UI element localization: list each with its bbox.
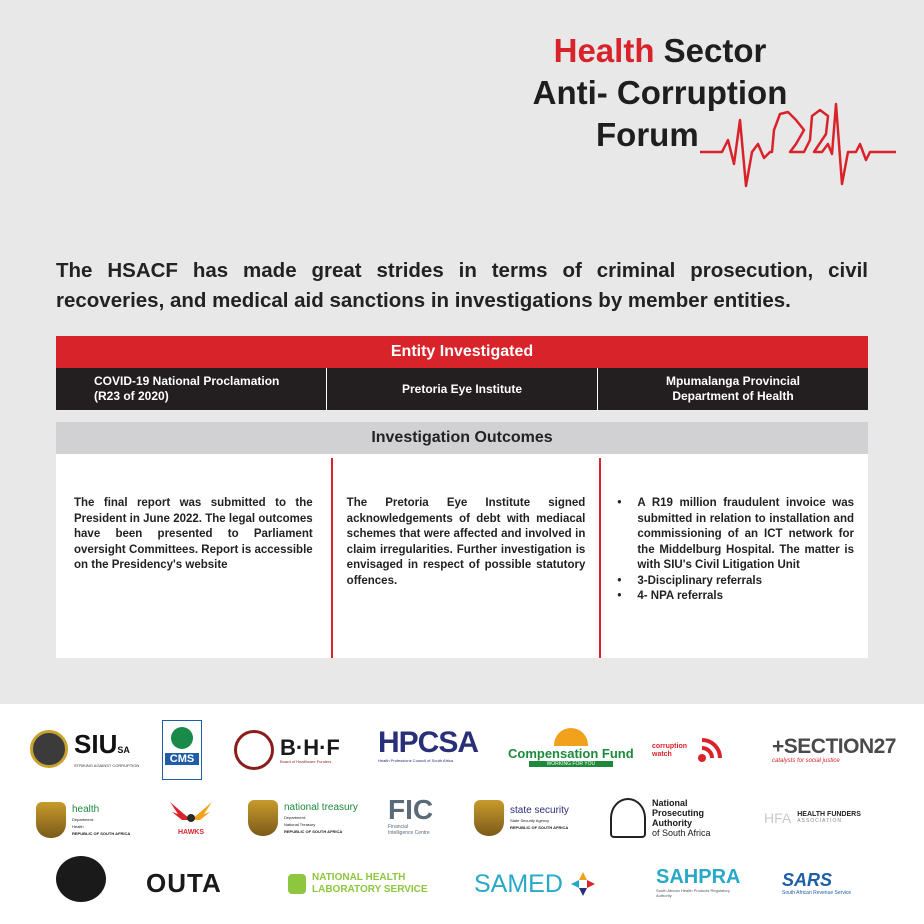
sahpra-wordmark: SAHPRA: [656, 866, 741, 888]
heartbeat-line-icon: [700, 100, 896, 192]
health-department-logo: [36, 802, 130, 838]
outcome-pretoria-eye: The Pretoria Eye Institute signed acknowledgements of debt with mediacal schemes that were affected and involved in claim irregularities. Further investigation is envisaged in respect of possible statutory offences.: [331, 458, 600, 658]
hfa-tagline: ASSOCIATION: [797, 818, 843, 824]
compensation-sun-icon: [554, 728, 588, 746]
bhf-wordmark: B·H·F: [280, 734, 340, 760]
title-line-3: Forum: [596, 116, 699, 153]
section27-logo: [772, 736, 896, 764]
hpcsa-tagline: Health Professions Council of South Africa: [378, 758, 454, 763]
siu-logo: [30, 730, 139, 768]
hfa-mark: HFA: [764, 810, 792, 826]
siu-tagline: STRIKING AGAINST CORRUPTION: [74, 762, 140, 768]
entity-row: [56, 368, 868, 410]
npa-emblem-icon: [610, 798, 646, 838]
nhls-logo: [288, 872, 428, 896]
treasury-republic: REPUBLIC OF SOUTH AFRICA: [284, 828, 343, 834]
health-republic: REPUBLIC OF SOUTH AFRICA: [72, 830, 131, 836]
list-item: • A R19 million fraudulent invoice was submitted in relation to installation and commissioning of an ICT network for the Middelburg Hospital. The matter is with SIU's Civil Litigation Unit: [615, 496, 854, 574]
title-line-2: Anti- Corruption: [532, 74, 788, 111]
bhf-tagline: Board of Healthcare Funders: [280, 758, 332, 764]
section27-wordmark: +SECTION27: [772, 735, 896, 758]
outcomes-table: [56, 336, 868, 658]
cms-logo: [162, 720, 202, 780]
npa-line-4: of South Africa: [652, 828, 711, 838]
hpcsa-wordmark: HPCSA: [378, 726, 479, 759]
title-health-word: Health: [553, 32, 655, 69]
outcome-mpumalanga-health: [599, 458, 868, 658]
fic-logo: [388, 796, 433, 836]
hfa-logo: [764, 810, 861, 826]
npa-line-1: National: [652, 798, 688, 808]
corruption-watch-wordmark: corruption watch: [652, 743, 687, 758]
title-sector-word: Sector: [654, 32, 767, 69]
entity-covid-proclamation: COVID-19 National Proclamation (R23 of 2020): [94, 374, 280, 403]
entity-investigated-header: Entity Investigated: [56, 336, 868, 368]
siu-seal-icon: [30, 730, 68, 768]
member-logos-strip: [0, 704, 924, 924]
npa-line-2: Prosecuting: [652, 808, 705, 818]
state-security-agency: State Security Agency: [510, 818, 550, 823]
siu-sa: SA: [117, 744, 130, 755]
sahpra-logo: [656, 866, 740, 898]
cms-emblem-icon: [171, 727, 193, 749]
health-wordmark: health: [72, 803, 100, 815]
fic-wordmark: FIC: [388, 794, 434, 825]
coat-of-arms-icon: [36, 802, 66, 838]
sahpra-tagline: South African Health Products Regulatory Authority: [656, 888, 730, 898]
sars-wordmark: SARS: [782, 870, 833, 890]
sars-tagline: South African Revenue Service: [782, 890, 852, 896]
list-item: • 3-Disciplinary referrals: [615, 574, 854, 590]
hawks-wordmark: HAWKS: [177, 829, 205, 836]
sars-logo: [782, 870, 851, 896]
treasury-wordmark: national treasury: [284, 801, 358, 813]
health-dept-label: Department:: [72, 816, 95, 822]
outcome-bullet-list: [615, 496, 854, 605]
nhls-figure-icon: [288, 874, 306, 894]
section27-tagline: catalysts for social justice: [772, 758, 840, 764]
investigation-outcomes-header: Investigation Outcomes: [56, 422, 868, 454]
entity-pretoria-eye: Pretoria Eye Institute: [326, 368, 598, 410]
fic-line-2: Intelligence Centre: [388, 830, 430, 836]
outcomes-row: [56, 454, 868, 658]
samed-wordmark: SAMED: [474, 870, 563, 898]
treasury-dept-label: Department:: [284, 814, 307, 820]
entity-mpumalanga-health: Mpumalanga Provincial Department of Health: [665, 374, 801, 403]
hawks-logo: [168, 798, 214, 836]
treasury-dept-name: National Treasury: [284, 821, 316, 827]
samed-logo: [474, 870, 597, 898]
hpcsa-logo: [378, 728, 478, 763]
siu-wordmark: SIU: [74, 728, 118, 759]
corruption-watch-logo: [652, 734, 726, 768]
npa-logo: [610, 798, 711, 838]
outcome-covid-proclamation: The final report was submitted to the President in June 2022. The legal outcomes have been presented to Parliament oversight Committees. Report is accessible on the Presidency's website: [74, 497, 313, 571]
national-treasury-logo: [248, 800, 358, 836]
fic-line-1: Financial: [388, 824, 409, 830]
state-security-wordmark: state security: [510, 805, 569, 816]
fist-emblem-icon: [56, 856, 106, 902]
outa-logo: [146, 870, 222, 896]
state-security-logo: [474, 800, 569, 836]
bhf-emblem-icon: [234, 730, 274, 770]
bhf-logo: [234, 730, 340, 770]
nhls-line-1: NATIONAL HEALTH: [312, 872, 406, 883]
hfa-wordmark: HEALTH FUNDERS: [797, 811, 861, 818]
coat-of-arms-icon: [474, 800, 504, 836]
action-society-logo: [56, 856, 106, 902]
samed-pinwheel-icon: [569, 870, 597, 898]
compensation-wordmark: Compensation Fund: [508, 746, 634, 761]
hawk-wings-icon: [168, 798, 214, 828]
npa-line-3: Authority: [652, 818, 692, 828]
state-security-republic: REPUBLIC OF SOUTH AFRICA: [510, 825, 569, 830]
compensation-tagline: WORKING FOR YOU: [529, 761, 614, 767]
compensation-fund-logo: [508, 728, 634, 767]
signal-waves-icon: [692, 734, 726, 768]
cms-wordmark: CMS: [165, 753, 199, 765]
coat-of-arms-icon: [248, 800, 278, 836]
list-item: • 4- NPA referrals: [615, 589, 854, 605]
outa-wordmark: OUTA: [146, 868, 222, 898]
intro-text: The HSACF has made great strides in terms of criminal prosecution, civil recoveries, and medical aid sanctions in investigations by member entities.: [56, 259, 868, 312]
nhls-line-2: LABORATORY SERVICE: [312, 884, 428, 895]
health-dept-name: Health: [72, 823, 84, 829]
